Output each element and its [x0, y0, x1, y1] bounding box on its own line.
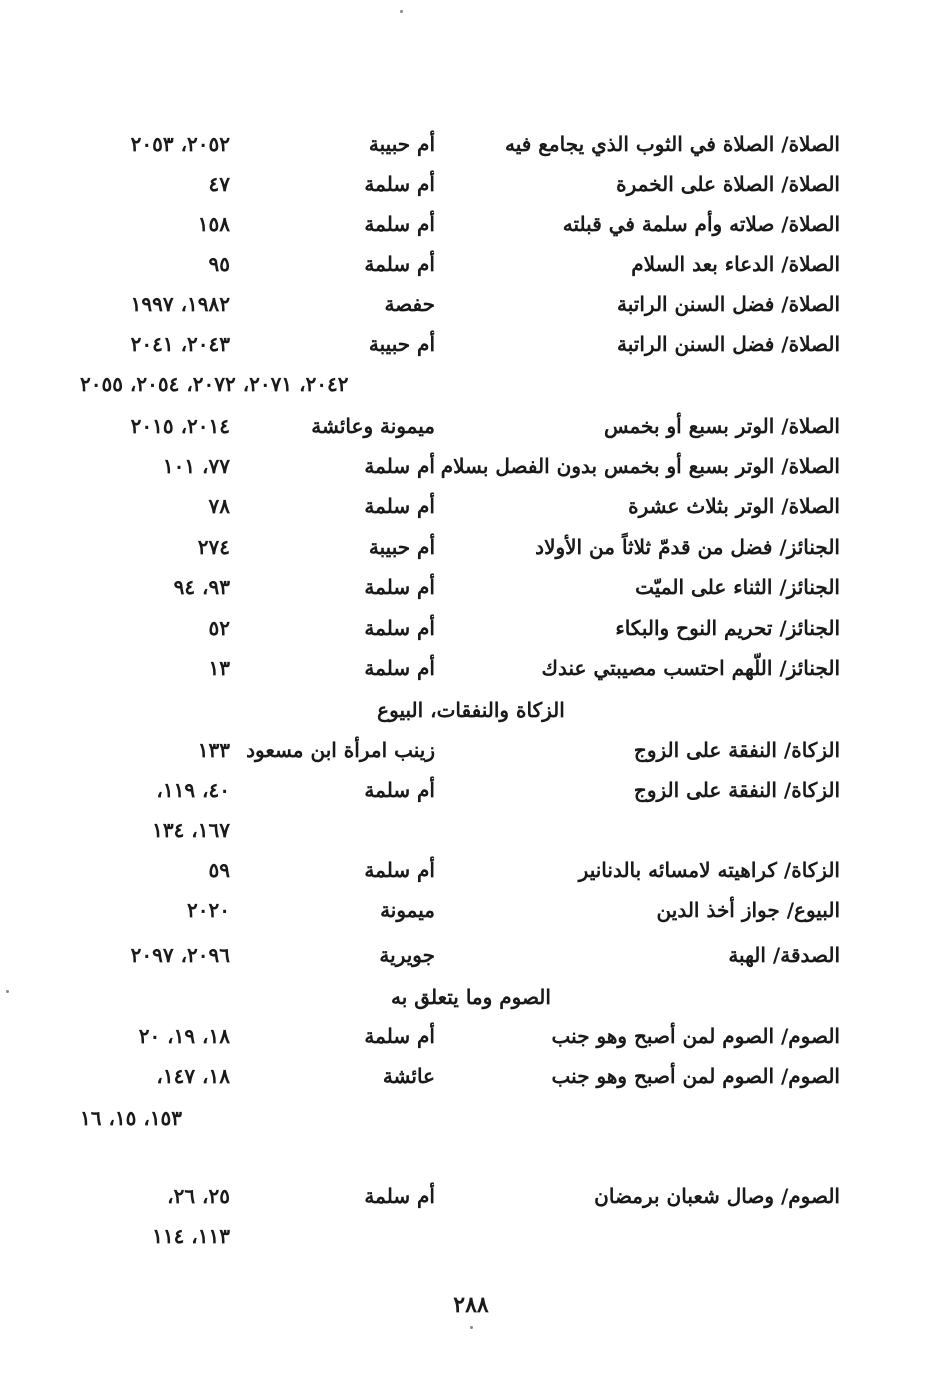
row-topic: الزكاة/ النفقة على الزوج: [633, 738, 840, 762]
row-narrator: أم حبيبة: [368, 332, 435, 356]
row-numbers: ٥٩: [208, 858, 230, 882]
row-numbers-continuation: ١٥٣، ١٥، ١٦: [80, 1106, 183, 1130]
index-row: [80, 454, 840, 488]
row-topic: الصلاة/ فضل السنن الراتبة: [617, 292, 840, 316]
row-narrator: زينب امرأة ابن مسعود: [246, 738, 435, 762]
row-narrator: أم سلمة: [364, 1024, 435, 1048]
index-row: [80, 535, 840, 569]
row-numbers: ٢٠٢٠: [187, 898, 230, 922]
row-narrator: أم سلمة: [364, 252, 435, 276]
row-numbers: ٢٧٤: [197, 535, 230, 559]
index-row: [80, 1064, 840, 1098]
index-row: [80, 332, 840, 366]
row-narrator: أم سلمة: [364, 656, 435, 680]
row-numbers: ٢٠٥٢، ٢٠٥٣: [130, 132, 230, 156]
row-narrator: أم سلمة: [364, 212, 435, 236]
index-row: [80, 858, 840, 892]
row-numbers: ١٨، ١٤٧،: [156, 1064, 230, 1088]
index-row: [80, 1024, 840, 1058]
row-topic: الصلاة/ الدعاء بعد السلام: [631, 252, 840, 276]
row-narrator: أم حبيبة: [368, 132, 435, 156]
row-topic: الصوم/ وصال شعبان برمضان: [594, 1184, 840, 1208]
row-topic: الصلاة/ فضل السنن الراتبة: [617, 332, 840, 356]
row-narrator: أم سلمة: [364, 1184, 435, 1208]
row-numbers: ٩٣، ٩٤: [173, 575, 230, 599]
row-numbers: ١٨، ١٩، ٢٠: [138, 1024, 230, 1048]
index-row: [80, 252, 840, 286]
row-topic: الصوم/ الصوم لمن أصبح وهو جنب: [551, 1024, 840, 1048]
row-narrator: أم سلمة: [364, 778, 435, 802]
index-row: [80, 132, 840, 166]
row-numbers: ٤٠، ١١٩،: [156, 778, 230, 802]
row-numbers: ٧٧، ١٠١: [162, 454, 230, 478]
index-row: [80, 778, 840, 812]
row-numbers: ٤٧: [208, 172, 230, 196]
row-numbers-continuation: ٢٠٤٢، ٢٠٧١، ٢٠٧٢، ٢٠٥٤، ٢٠٥٥: [80, 372, 349, 396]
row-numbers: ٩٥: [208, 252, 230, 276]
scan-speck: [6, 990, 9, 993]
row-topic: الصلاة/ الوتر بسبع أو بخمس: [604, 414, 840, 438]
page-number: ٢٨٨: [453, 1292, 489, 1318]
index-row: [80, 575, 840, 609]
row-topic: البيوع/ جواز أخذ الدين: [656, 898, 840, 922]
row-narrator: ميمونة: [380, 898, 435, 922]
row-topic: الجنائز/ فضل من قدمّ ثلاثاً من الأولاد: [535, 535, 840, 559]
index-row: [80, 898, 840, 932]
row-narrator: جويرية: [379, 943, 435, 967]
scan-speck: [470, 1326, 473, 1329]
row-narrator: ميمونة وعائشة: [311, 414, 435, 438]
index-row: [80, 738, 840, 772]
row-numbers: ٥٢: [208, 616, 230, 640]
row-numbers: ٢٠٩٦، ٢٠٩٧: [130, 943, 230, 967]
row-numbers-continuation: ١١٣، ١١٤: [152, 1224, 230, 1248]
row-numbers: ٢٠٤٣، ٢٠٤١: [130, 332, 230, 356]
index-row: [80, 1184, 840, 1218]
section-heading: الزكاة والنفقات، البيوع: [377, 698, 565, 722]
index-row: [80, 656, 840, 690]
row-topic: الصلاة/ الصلاة في الثوب الذي يجامع فيه: [504, 132, 840, 156]
index-row: [80, 616, 840, 650]
row-topic: الجنائز/ الثناء على الميّت: [635, 575, 840, 599]
scan-speck: [400, 10, 403, 13]
row-numbers: ١٣٣: [197, 738, 230, 762]
index-row: [80, 172, 840, 206]
row-topic: الصلاة/ الصلاة على الخمرة: [616, 172, 840, 196]
row-topic: الجنائز/ اللّهم احتسب مصيبتي عندك: [541, 656, 840, 680]
row-narrator: أم حبيبة: [368, 535, 435, 559]
row-narrator: أم سلمة: [364, 172, 435, 196]
row-topic: الصدقة/ الهبة: [728, 943, 840, 967]
row-narrator: أم سلمة: [364, 494, 435, 518]
row-topic: الزكاة/ النفقة على الزوج: [633, 778, 840, 802]
row-topic: الصلاة/ صلاته وأم سلمة في قبلته: [562, 212, 840, 236]
row-narrator: أم سلمة: [364, 858, 435, 882]
row-numbers: ٧٨: [208, 494, 230, 518]
row-topic: الصلاة/ الوتر بثلاث عشرة: [628, 494, 840, 518]
row-numbers: ٢٥، ٢٦،: [167, 1184, 230, 1208]
row-numbers: ٢٠١٤، ٢٠١٥: [130, 414, 230, 438]
section-heading: الصوم وما يتعلق به: [391, 985, 551, 1009]
index-row: [80, 212, 840, 246]
index-row: [80, 292, 840, 326]
row-narrator: أم سلمة: [364, 575, 435, 599]
row-numbers: ١٩٨٢، ١٩٩٧: [130, 292, 230, 316]
row-narrator: أم سلمة: [364, 454, 435, 478]
index-row: [80, 414, 840, 448]
index-row: [80, 494, 840, 528]
row-numbers: ١٥٨: [197, 212, 230, 236]
row-numbers-continuation: ١٦٧، ١٣٤: [152, 818, 230, 842]
row-narrator: حفصة: [384, 292, 435, 316]
row-topic: الزكاة/ كراهيته لامسائه بالدنانير: [578, 858, 840, 882]
index-row: [80, 943, 840, 977]
row-narrator: عائشة: [382, 1064, 435, 1088]
row-topic: الصوم/ الصوم لمن أصبح وهو جنب: [551, 1064, 840, 1088]
row-topic: الصلاة/ الوتر بسبع أو بخمس بدون الفصل بسلام: [440, 454, 840, 478]
row-numbers: ١٣: [208, 656, 230, 680]
row-topic: الجنائز/ تحريم النوح والبكاء: [615, 616, 840, 640]
row-narrator: أم سلمة: [364, 616, 435, 640]
